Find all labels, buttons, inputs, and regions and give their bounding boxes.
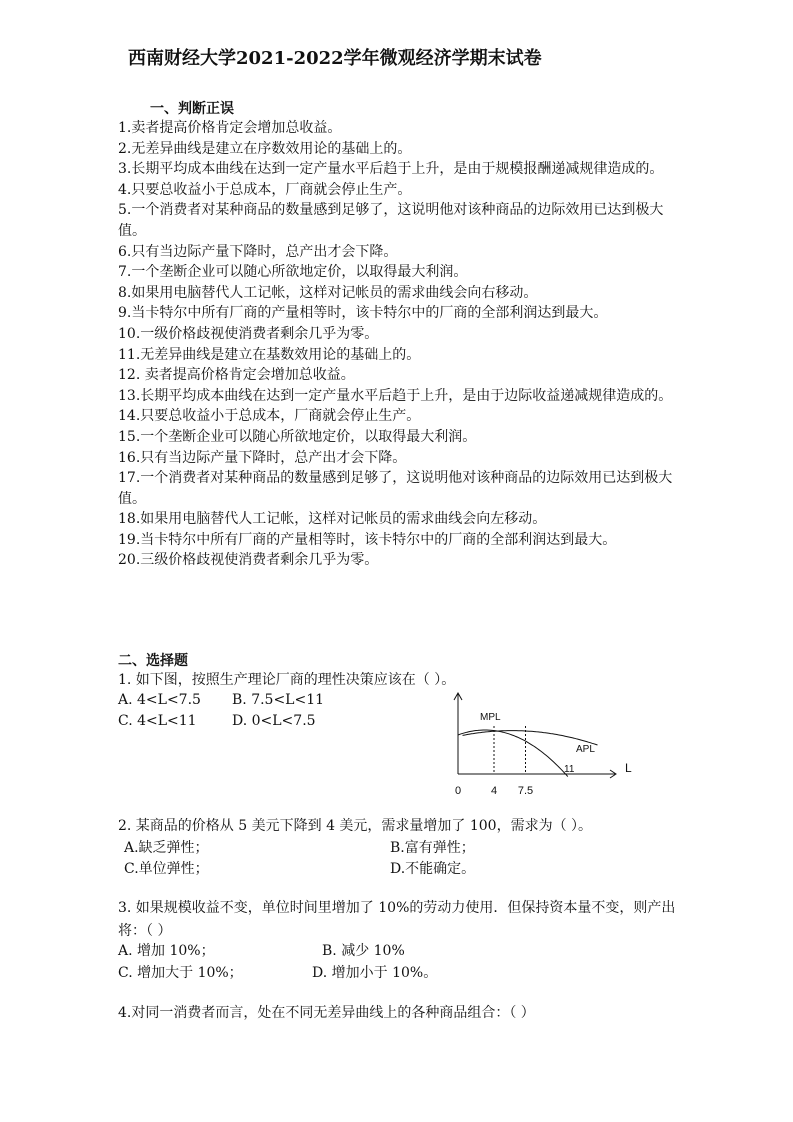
- section-heading-true-false: 一、判断正误: [150, 101, 234, 117]
- mpl-label: MPL: [480, 712, 501, 723]
- question-2-option-b: B.富有弹性；: [390, 840, 475, 856]
- question-3-option-d: D. 增加小于 10%。: [312, 965, 438, 981]
- list-item: 2.无差异曲线是建立在序数效用论的基础上的。: [118, 140, 412, 157]
- question-4-stem: 4.对同一消费者而言，处在不同无差异曲线上的各种商品组合：（ ）: [118, 1005, 535, 1021]
- question-3-stem: 3. 如果规模收益不变，单位时间里增加了 10%的劳动力使用．但保持资本量不变，则产出将：（ ）: [118, 900, 676, 939]
- list-item: 1.卖者提高价格肯定会增加总收益。: [118, 120, 342, 136]
- list-item: 18.如果用电脑替代人工记帐，这样对记帐员的需求曲线会向左移动。: [118, 511, 547, 528]
- list-item: 20.三级价格歧视使消费者剩余几乎为零。: [118, 552, 379, 569]
- question-1-option-d: D. 0<L<7.5: [232, 713, 316, 729]
- list-item: 9.当卡特尔中所有厂商的产量相等时，该卡特尔中的厂商的全部利润达到最大。: [118, 305, 608, 322]
- list-item: 19.当卡特尔中所有厂商的产量相等时，该卡特尔中的厂商的全部利润达到最大。: [118, 531, 617, 548]
- apl-curve: [463, 731, 598, 745]
- page-title: 西南财经大学2021-2022学年微观经济学期末试卷: [128, 48, 542, 69]
- section-heading-multiple-choice: 二、选择题: [118, 653, 188, 669]
- tick-label: 4: [490, 785, 498, 797]
- question-3-option-c: C. 增加大于 10%；: [118, 965, 243, 981]
- question-1-option-c: C. 4<L<11: [118, 713, 197, 729]
- tick-label: 7.5: [517, 785, 534, 797]
- mpl-curve: [458, 730, 568, 777]
- question-2-option-d: D.不能确定。: [390, 861, 476, 877]
- question-2-option-c: C.单位弹性；: [124, 861, 209, 877]
- tick-label: 0: [454, 785, 462, 797]
- list-item: 17.一个消费者对某种商品的数量感到足够了，这说明他对该种商品的边际效用已达到极大值。: [118, 470, 673, 507]
- question-1-stem: 1. 如下图，按照生产理论厂商的理性决策应该在（ ）。: [118, 672, 456, 688]
- list-item: 4.只要总收益小于总成本，厂商就会停止生产。: [118, 181, 412, 198]
- list-item: 6.只有当边际产量下降时，总产出才会下降。: [118, 243, 398, 260]
- list-item: 7.一个垄断企业可以随心所欲地定价，以取得最大利润。: [118, 264, 468, 281]
- question-3-option-b: B. 减少 10%: [322, 943, 405, 959]
- question-1-option-a: A. 4<L<7.5: [118, 692, 201, 708]
- list-item: 10.一级价格歧视使消费者剩余几乎为零。: [118, 325, 379, 342]
- apl-label: APL: [576, 744, 595, 755]
- question-1-option-b: B. 7.5<L<11: [232, 692, 325, 708]
- list-item: 14.只要总收益小于总成本，厂商就会停止生产。: [118, 408, 421, 425]
- list-item: 11.无差异曲线是建立在基数效用论的基础上的。: [118, 346, 421, 363]
- list-item: 5.一个消费者对某种商品的数量感到足够了，这说明他对该种商品的边际效用已达到极大值。: [118, 202, 664, 239]
- list-item: 16.只有当边际产量下降时，总产出才会下降。: [118, 449, 407, 466]
- list-item: 3.长期平均成本曲线在达到一定产量水平后趋于上升，是由于规模报酬递减规律造成的。: [118, 161, 664, 178]
- list-item: 8.如果用电脑替代人工记帐，这样对记帐员的需求曲线会向右移动。: [118, 284, 538, 301]
- production-chart: [440, 690, 640, 805]
- question-2-stem: 2. 某商品的价格从 5 美元下降到 4 美元，需求量增加了 100，需求为（ ）。: [118, 818, 593, 834]
- list-item: 13.长期平均成本曲线在达到一定产量水平后趋于上升，是由于边际收益递减规律造成的。: [118, 387, 673, 404]
- question-3-option-a: A. 增加 10%；: [118, 943, 215, 959]
- x-axis-label: L: [625, 761, 632, 775]
- list-item: 12. 卖者提高价格肯定会增加总收益。: [118, 367, 355, 384]
- list-item: 15.一个垄断企业可以随心所欲地定价，以取得最大利润。: [118, 428, 477, 445]
- true-false-list: [118, 118, 678, 571]
- annotation-11: 11: [564, 764, 575, 775]
- question-2-option-a: A.缺乏弹性；: [124, 840, 209, 856]
